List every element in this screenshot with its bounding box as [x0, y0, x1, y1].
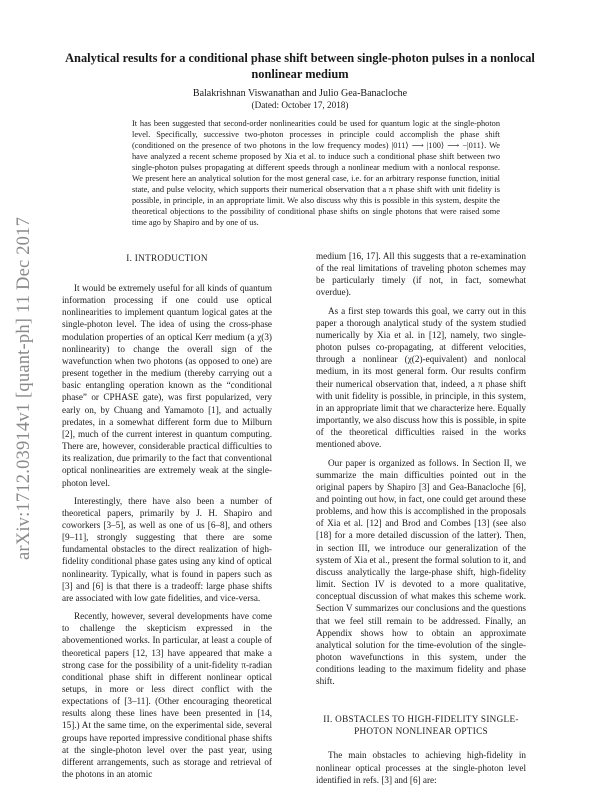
- body-paragraph: Interestingly, there have also been a number of theoretical papers, primarily by J. H. Shapiro and coworkers [3–5], as well as one of us [6–8], and others [9–11], strongly suggesting that there are some fundamental obstacles to the direct realization of high-fidelity conditional phase gates using any kind of optical nonlinearity. Typically, what is found in papers such as [3] and [6] is that there is a tradeoff: large phase shifts are associated with low gate fidelities, and vice-versa.: [62, 495, 272, 603]
- paper-date: (Dated: October 17, 2018): [251, 100, 349, 110]
- right-column: [316, 250, 526, 792]
- body-paragraph: It would be extremely useful for all kinds of quantum information processing if one could use optical nonlinearities to implement quantum logical gates at the single-photon level. The idea of using the cross-phase modulation properties of an optical Kerr medium (a χ(3) nonlinearity) to change the overall sign of the wavefunction when two photons (as opposed to one) are present together in the medium (thereby carrying out a basic entangling operation known as the “conditional phase” or CPHASE gate), was first popularized, very early on, by Chuang and Yamamoto [1], and actually predates, in a somewhat different form due to Milburn [2], much of the current interest in quantum computing. There are, however, considerable practical difficulties to its realization, due primarily to the fact that conventional optical nonlinearities are extremely weak at the single-photon level.: [62, 283, 272, 488]
- section-heading-introduction: I. INTRODUCTION: [126, 253, 208, 263]
- body-paragraph: medium [16, 17]. All this suggests that a re-examination of the real limitations of traveling photon schemes may be particularly timely (if not, in fact, somewhat overdue).: [316, 251, 526, 298]
- paper-title: Analytical results for a conditional phase shift between single-photon pulses in a nonlocal nonlinear medium: [65, 51, 535, 81]
- arxiv-identifier: arXiv:1712.03914v1 [quant-ph] 11 Dec 2017: [14, 216, 34, 560]
- section-heading-obstacles: II. OBSTACLES TO HIGH-FIDELITY SINGLE-PHOTON NONLINEAR OPTICS: [323, 714, 519, 737]
- left-column: [62, 252, 272, 786]
- paper-authors: Balakrishnan Viswanathan and Julio Gea-Banacloche: [192, 88, 408, 99]
- body-paragraph: Recently, however, several developments have come to challenge the skepticism expressed in the abovementioned works. In particular, at least a couple of theoretical papers [12, 13] have appeared that make a strong case for the possibility of a unit-fidelity π-radian conditional phase shift in different nonlinear optical setups, in more or less direct conflict with the expectations of [3–11]. (Other encouraging theoretical results along these lines have been presented in [14, 15].) At the same time, on the experimental side, several groups have reported impressive conditional phase shifts at the single-photon level over the past year, using different arrangements, such as storage and retrieval of the photons in an atomic: [62, 611, 272, 780]
- abstract: It has been suggested that second-order nonlinearities could be used for quantum logic at the single-photon level. Specifically, successive two-photon processes in principle could accomplish the phase shift (conditioned on the presence of two photons in the low frequency modes) |011⟩ ⟶ |100⟩ ⟶ −|011⟩. We have analyzed a recent scheme proposed by Xia et al. to induce such a conditional phase shift between two single-photon pulses propagating at different speeds through a nonlinear medium with a nonlocal response. We present here an analytical solution for the most general case, i.e. for an arbitrary response function, initial state, and pulse velocity, which supports their numerical observation that a π phase shift with unit fidelity is possible, in principle, in an appropriate limit. We also discuss why this is possible in this system, despite the theoretical objections to the possibility of conditional phase shifts on single photons that were raised some time ago by Shapiro and by one of us.: [132, 119, 500, 227]
- body-paragraph: As a first step towards this goal, we carry out in this paper a thorough analytical study of the system studied numerically by Xia et al. in [12], namely, two single-photon pulses co-propagating, at different velocities, through a nonlinear (χ(2)-equivalent) and nonlocal medium, in its most general form. Our results confirm their numerical observation that, indeed, a π phase shift with unit fidelity is possible, in principle, in this system, in an appropriate limit that we characterize here. Equally importantly, we also discuss how this is possible, in spite of the theoretical difficulties raised in the works mentioned above.: [316, 305, 526, 450]
- body-paragraph: Our paper is organized as follows. In Section II, we summarize the main difficulties pointed out in the original papers by Shapiro [3] and Gea-Banacloche [6], and pointing out how, in fact, one could get around these problems, and how this is accomplished in the proposals of Xia et al. [12] and Brod and Combes [13] (see also [18] for a more detailed discussion of the latter). Then, in section III, we introduce our generalization of the system of Xia et al., present the formal solution to it, and discuss analytically the large-phase shift, high-fidelity limit. Section IV is devoted to a more qualitative, conceptual discussion of what makes this scheme work. Section V summarizes our conclusions and the questions that we feel still remain to be addressed. Finally, an Appendix shows how to obtain an approximate analytical solution for the time-evolution of the single-photon wavefunctions in this system, under the conditions leading to the maximum fidelity and phase shift.: [316, 457, 526, 687]
- body-paragraph: The main obstacles to achieving high-fidelity in nonlinear optical processes at the single-photon level identified in refs. [3] and [6] are:: [316, 750, 526, 785]
